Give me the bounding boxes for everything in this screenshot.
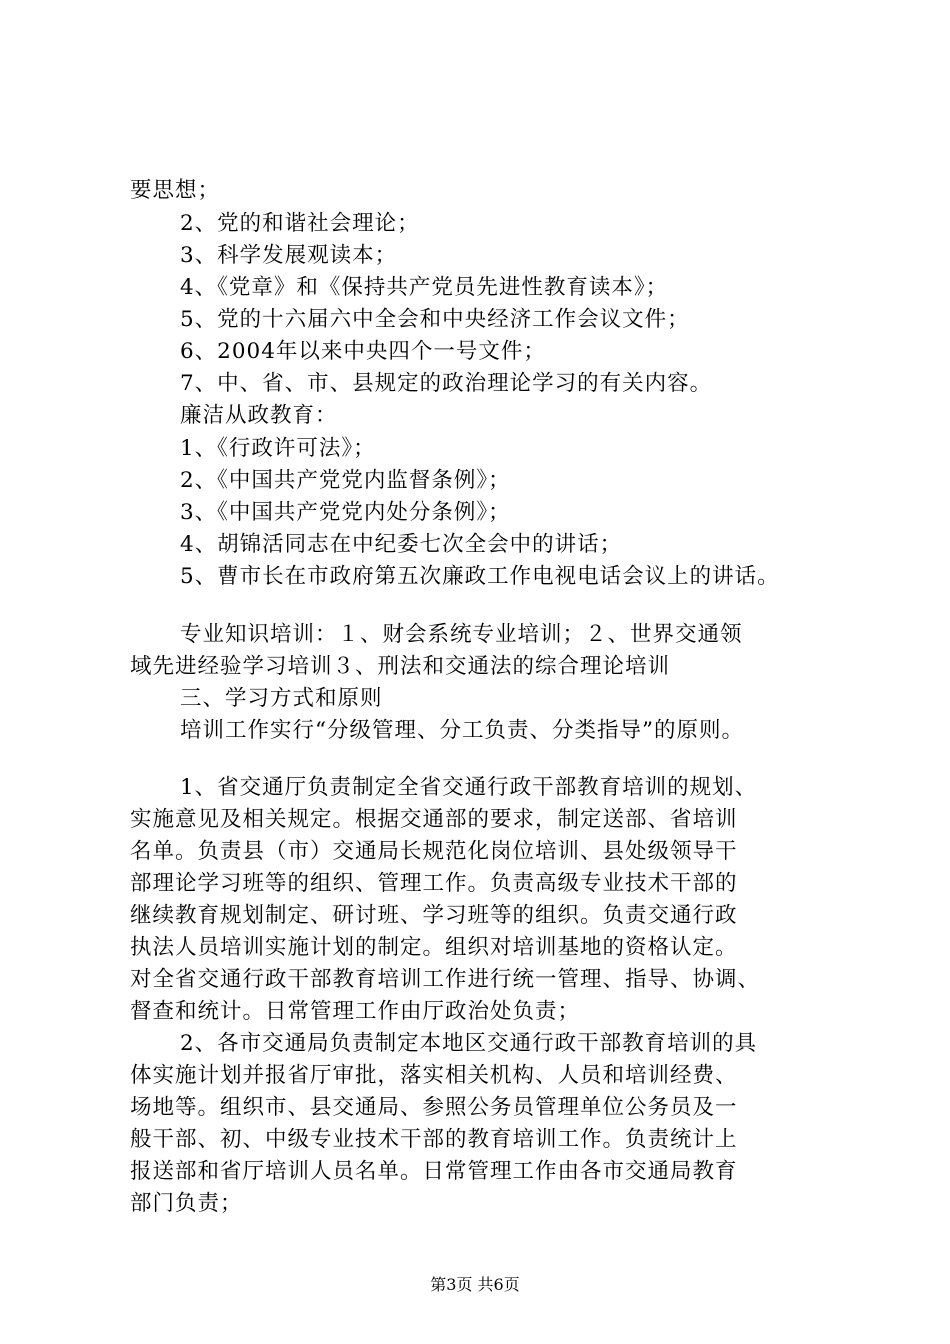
paragraph-1-line-4: 部理论学习班等的组织、管理工作。负责高级专业技术干部的 (130, 871, 738, 896)
paragraph-2-line-5: 报送部和省厅培训人员名单。日常管理工作由各市交通局教育 (130, 1159, 738, 1184)
paragraph-1-line-8: 督查和统计。日常管理工作由厅政治处负责； (130, 999, 581, 1024)
section-heading-methods: 三、学习方式和原则 (180, 686, 383, 711)
text-line-integrity-5: 5、曹市长在市政府第五次廉政工作电视电话会议上的讲话。 (180, 564, 780, 589)
paragraph-2-line-6: 部门负责； (130, 1191, 243, 1216)
text-line-professional-training-cont: 域先进经验学习培训３、刑法和交通法的综合理论培训 (130, 654, 671, 679)
text-line-item-2: 2、党的和谐社会理论； (180, 211, 420, 236)
page-footer: 第3页 共6页 (430, 1275, 520, 1294)
paragraph-2-line-4: 般干部、初、中级专业技术干部的教育培训工作。负责统计上 (130, 1127, 738, 1152)
text-line-item-4: 4、《党章》和《保持共产党员先进性教育读本》； (180, 275, 669, 300)
text-line-integrity-4: 4、胡锦活同志在中纪委七次全会中的讲话； (180, 532, 623, 557)
text-line-continuation: 要思想； (130, 178, 221, 203)
paragraph-1-line-7: 对全省交通行政干部教育培训工作进行统一管理、指导、协调、 (130, 967, 761, 992)
paragraph-1-line-2: 实施意见及相关规定。根据交通部的要求，制定送部、省培训 (130, 807, 738, 832)
paragraph-2-line-2: 体实施计划并报省厅审批，落实相关机构、人员和培训经费、 (130, 1063, 738, 1088)
text-line-item-6: 6、2004年以来中央四个一号文件； (180, 339, 546, 364)
section-heading-integrity: 廉洁从政教育： (180, 403, 338, 428)
paragraph-1-line-6: 执法人员培训实施计划的制定。组织对培训基地的资格认定。 (130, 935, 738, 960)
paragraph-1-line-1: 1、省交通厅负责制定全省交通行政干部教育培训的规划、 (180, 775, 758, 800)
text-line-principle: 培训工作实行“分级管理、分工负责、分类指导”的原则。 (180, 718, 744, 743)
paragraph-1-line-3: 名单。负责县（市）交通局长规范化岗位培训、县处级领导干 (130, 839, 738, 864)
text-line-professional-training: 专业知识培训：１、财会系统专业培训；２、世界交通领 (180, 622, 743, 647)
text-line-integrity-1: 1、《行政许可法》； (180, 436, 376, 461)
text-line-item-5: 5、党的十六届六中全会和中央经济工作会议文件； (180, 307, 690, 332)
paragraph-2-line-1: 2、各市交通局负责制定本地区交通行政干部教育培训的具 (180, 1031, 758, 1056)
text-line-integrity-3: 3、《中国共产党党内处分条例》； (180, 500, 511, 525)
paragraph-1-line-5: 继续教育规划制定、研讨班、学习班等的组织。负责交通行政 (130, 903, 738, 928)
text-line-item-7: 7、中、省、市、县规定的政治理论学习的有关内容。 (180, 371, 713, 396)
paragraph-2-line-3: 场地等。组织市、县交通局、参照公务员管理单位公务员及一 (130, 1095, 738, 1120)
text-line-item-3: 3、科学发展观读本； (180, 243, 398, 268)
text-line-integrity-2: 2、《中国共产党党内监督条例》； (180, 468, 511, 493)
